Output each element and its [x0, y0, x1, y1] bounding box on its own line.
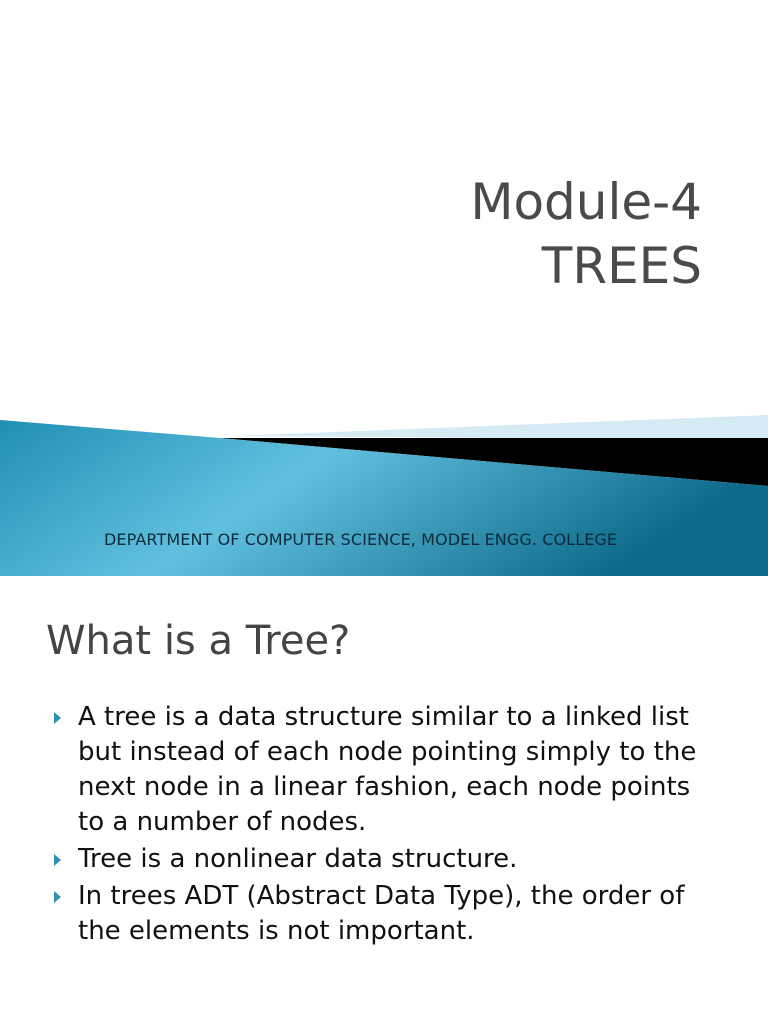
- bullet-text: A tree is a data structure similar to a linked list but instead of each node pointing simply to the next node in a linear fashion, each node points to a number of nodes.: [78, 702, 697, 837]
- content-slide-title: What is a Tree?: [46, 618, 351, 664]
- bullet-item: [50, 842, 720, 877]
- bullet-item: [50, 879, 720, 949]
- bullet-text: In trees ADT (Abstract Data Type), the order of the elements is not important.: [78, 881, 685, 946]
- triangle-right-icon: [54, 854, 61, 866]
- title-line-trees: TREES: [541, 237, 702, 295]
- banner-light-stripe: [230, 415, 768, 440]
- bullet-text: Tree is a nonlinear data structure.: [78, 844, 518, 874]
- content-slide: [0, 576, 768, 1024]
- title-line-module: Module-4: [470, 173, 702, 231]
- triangle-right-icon: [54, 712, 61, 724]
- bullet-item: [50, 700, 720, 840]
- triangle-right-icon: [54, 891, 61, 903]
- department-footer: DEPARTMENT OF COMPUTER SCIENCE, MODEL ENGG. COLLEGE: [104, 530, 618, 549]
- bullet-list: [50, 700, 720, 951]
